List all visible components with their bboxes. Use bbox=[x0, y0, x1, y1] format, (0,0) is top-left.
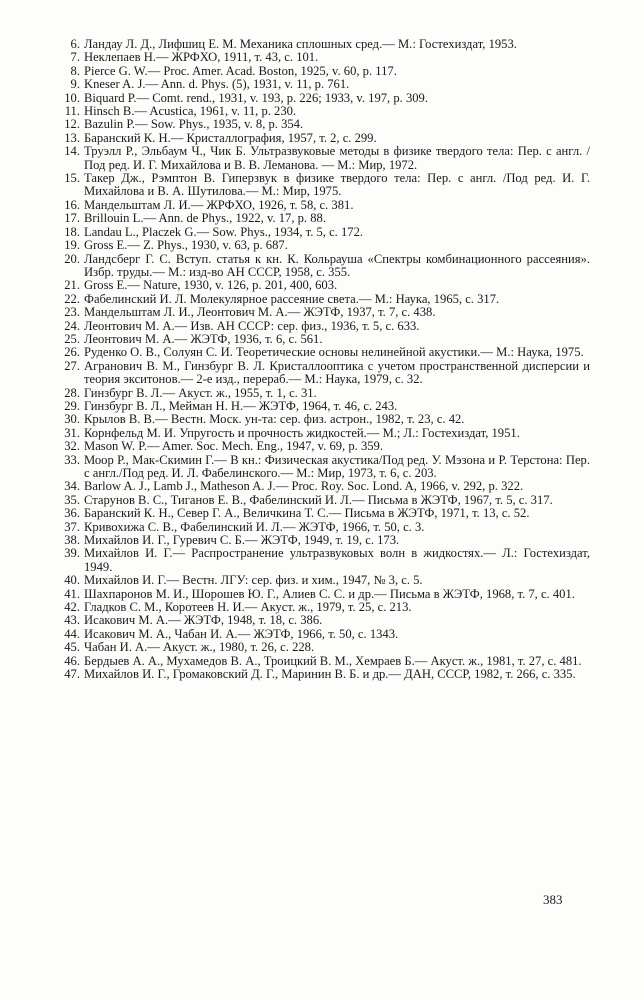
reference-item bbox=[60, 51, 590, 64]
reference-number: 21. bbox=[64, 278, 80, 293]
reference-number: 11. bbox=[64, 104, 80, 119]
reference-number: 39. bbox=[64, 546, 80, 561]
reference-item bbox=[60, 306, 590, 319]
reference-text: Леонтович М. А.— Изв. АН СССР: сер. физ., 1936, т. 5, с. 633. bbox=[84, 318, 420, 333]
reference-text: Ландау Л. Д., Лифшиц Е. М. Механика сплошных сред.— М.: Гостехиздат, 1953. bbox=[84, 37, 517, 51]
reference-text: Hinsch B.— Acustica, 1961, v. 11, p. 230. bbox=[84, 104, 297, 119]
reference-item bbox=[60, 480, 590, 493]
reference-number: 23. bbox=[64, 305, 80, 320]
reference-number: 32. bbox=[64, 439, 80, 454]
reference-text: Моор Р., Мак-Скимин Г.— В кн.: Физическая акустика/Под ред. У. Мэзона и Р. Терстона: Пер. с англ./Под ред. И. Л. Фабелинского.— М.: Мир, 1973, т. 6, с. 203. bbox=[84, 452, 590, 480]
reference-item bbox=[60, 199, 590, 212]
reference-item bbox=[60, 118, 590, 131]
reference-number: 27. bbox=[64, 358, 80, 373]
reference-number: 26. bbox=[64, 345, 80, 360]
reference-item bbox=[60, 521, 590, 534]
reference-text: Гинзбург В. Л.— Акуст. ж., 1955, т. 1, с. 31. bbox=[84, 385, 317, 400]
reference-item bbox=[60, 105, 590, 118]
reference-number: 28. bbox=[64, 385, 80, 400]
reference-text: Крылов В. В.— Вестн. Моск. ун-та: сер. физ. астрон., 1982, т. 23, с. 42. bbox=[84, 412, 465, 427]
reference-text: Шахпаронов М. И., Шорошев Ю. Г., Алиев С. С. и др.— Письма в ЖЭТФ, 1968, т. 7, с. 401. bbox=[84, 586, 575, 601]
reference-number: 43. bbox=[64, 613, 80, 628]
reference-number: 16. bbox=[64, 197, 80, 212]
reference-text: Mason W. P.— Amer. Soc. Mech. Eng., 1947, v. 69, p. 359. bbox=[84, 439, 383, 454]
reference-number: 41. bbox=[64, 586, 80, 601]
reference-item bbox=[60, 226, 590, 239]
reference-text: Исакович М. А., Чабан И. А.— ЖЭТФ, 1966, т. 50, с. 1343. bbox=[84, 626, 399, 641]
reference-number: 7. bbox=[70, 50, 80, 65]
reference-item bbox=[60, 494, 590, 507]
reference-number: 19. bbox=[64, 238, 80, 253]
reference-item bbox=[60, 628, 590, 641]
reference-text: Фабелинский И. Л. Молекулярное рассеяние света.— М.: Наука, 1965, с. 317. bbox=[84, 291, 500, 306]
reference-number: 31. bbox=[64, 425, 80, 440]
reference-item bbox=[60, 400, 590, 413]
reference-text: Агранович В. М., Гинзбург В. Л. Кристаллооптика с учетом пространственной дисперсии и теория экситонов.— 2-е изд., перераб.— М.: Наука, 1979, с. 32. bbox=[84, 358, 590, 387]
reference-number: 46. bbox=[64, 653, 80, 668]
reference-item bbox=[60, 641, 590, 654]
reference-text: Михайлов И. Г.— Вестн. ЛГУ: сер. физ. и хим., 1947, № 3, с. 5. bbox=[84, 573, 423, 588]
reference-text: Чабан И. А.— Акуст. ж., 1980, т. 26, с. 228. bbox=[84, 640, 315, 655]
reference-list bbox=[60, 38, 590, 682]
reference-number: 37. bbox=[64, 519, 80, 534]
reference-text: Труэлл Р., Эльбаум Ч., Чик Б. Ультразвуковые методы в физике твердого тела: Пер. с англ. /Под ред. И. Г. Михайлова и В. В. Леманова. — М.: Мир, 1972. bbox=[84, 144, 590, 172]
reference-number: 13. bbox=[64, 130, 80, 145]
reference-number: 24. bbox=[64, 318, 80, 333]
reference-item bbox=[60, 534, 590, 547]
reference-text: Brillouin L.— Ann. de Phys., 1922, v. 17, p. 88. bbox=[84, 211, 326, 226]
reference-number: 17. bbox=[64, 211, 80, 226]
page-number: 383 bbox=[543, 892, 563, 907]
reference-item bbox=[60, 655, 590, 668]
reference-item bbox=[60, 293, 590, 306]
reference-item bbox=[60, 440, 590, 453]
reference-text: Landau L., Placzek G.— Sow. Phys., 1934, т. 5, с. 172. bbox=[84, 224, 364, 239]
reference-item bbox=[60, 413, 590, 426]
reference-item bbox=[60, 588, 590, 601]
reference-item bbox=[60, 212, 590, 225]
reference-number: 9. bbox=[70, 77, 80, 92]
reference-number: 42. bbox=[64, 600, 80, 615]
reference-number: 35. bbox=[64, 492, 80, 507]
reference-text: Pierce G. W.— Proc. Amer. Acad. Boston, 1925, v. 60, p. 117. bbox=[84, 63, 397, 78]
reference-item bbox=[60, 78, 590, 91]
reference-text: Бердыев А. А., Мухамедов В. А., Троицкий В. М., Хемраев Б.— Акуст. ж., 1981, т. 27, с. 481. bbox=[84, 653, 582, 668]
reference-item bbox=[60, 239, 590, 252]
reference-text: Неклепаев Н.— ЖРФХО, 1911, т. 43, с. 101. bbox=[84, 50, 319, 65]
reference-item bbox=[60, 65, 590, 78]
reference-number: 47. bbox=[64, 667, 80, 682]
reference-number: 40. bbox=[64, 573, 80, 588]
reference-number: 8. bbox=[70, 63, 80, 78]
reference-text: Баранский К. Н.— Кристаллография, 1957, т. 2, с. 299. bbox=[84, 130, 377, 145]
reference-text: Корнфельд М. И. Упругость и прочность жидкостей.— М.; Л.: Гостехиздат, 1951. bbox=[84, 425, 520, 440]
reference-item bbox=[60, 614, 590, 627]
reference-item bbox=[60, 360, 590, 387]
reference-item bbox=[60, 92, 590, 105]
reference-text: Biquard P.— Comt. rend., 1931, v. 193, p. 226; 1933, v. 197, p. 309. bbox=[84, 90, 428, 105]
reference-item bbox=[60, 145, 590, 172]
reference-text: Gross E.— Nature, 1930, v. 126, p. 201, 400, 603. bbox=[84, 278, 338, 293]
reference-text: Гладков С. М., Коротеев Н. И.— Акуст. ж., 1979, т. 25, с. 213. bbox=[84, 600, 412, 615]
reference-item bbox=[60, 38, 590, 51]
reference-number: 6. bbox=[70, 37, 80, 51]
reference-text: Barlow A. J., Lamb J., Matheson A. J.— Proc. Roy. Soc. Lond. A, 1966, v. 292, p. 322. bbox=[84, 479, 524, 494]
reference-number: 20. bbox=[64, 251, 80, 266]
reference-item bbox=[60, 601, 590, 614]
reference-number: 15. bbox=[64, 171, 80, 186]
reference-number: 10. bbox=[64, 90, 80, 105]
reference-item bbox=[60, 253, 590, 280]
reference-text: Ландсберг Г. С. Вступ. статья к кн. К. Кольрауша «Спектры комбинационного рассеяния». Избр. труды.— М.: изд-во АН СССР, 1958, с. 355. bbox=[84, 251, 590, 279]
reference-text: Руденко О. В., Солуян С. И. Теоретические основы нелинейной акустики.— М.: Наука, 1975. bbox=[84, 345, 584, 360]
reference-number: 30. bbox=[64, 412, 80, 427]
reference-number: 14. bbox=[64, 144, 80, 159]
reference-text: Старунов В. С., Тиганов Е. В., Фабелинский И. Л.— Письма в ЖЭТФ, 1967, т. 5, с. 317. bbox=[84, 492, 553, 507]
reference-item bbox=[60, 574, 590, 587]
reference-item bbox=[60, 333, 590, 346]
reference-text: Kneser A. J.— Ann. d. Phys. (5), 1931, v. 11, p. 761. bbox=[84, 77, 350, 92]
reference-text: Баранский К. Н., Север Г. А., Величкина Т. С.— Письма в ЖЭТФ, 1971, т. 13, с. 52. bbox=[84, 506, 530, 521]
reference-number: 12. bbox=[64, 117, 80, 132]
reference-number: 34. bbox=[64, 479, 80, 494]
reference-text: Михайлов И. Г., Гуревич С. Б.— ЖЭТФ, 1949, т. 19, с. 173. bbox=[84, 533, 400, 548]
reference-text: Михайлов И. Г.— Распространение ультразвуковых волн в жидкостях.— Л.: Гостехиздат, 1949. bbox=[84, 546, 590, 574]
reference-number: 38. bbox=[64, 533, 80, 548]
reference-item bbox=[60, 507, 590, 520]
reference-text: Такер Дж., Рэмптон В. Гиперзвук в физике твердого тела: Пер. с англ. /Под ред. И. Г. Михайлова и В. А. Шутилова.— М.: Мир, 1975. bbox=[84, 171, 590, 199]
reference-number: 36. bbox=[64, 506, 80, 521]
reference-item bbox=[60, 454, 590, 481]
reference-item bbox=[60, 346, 590, 359]
reference-number: 18. bbox=[64, 224, 80, 239]
reference-item bbox=[60, 320, 590, 333]
reference-text: Мандельштам Л. И.— ЖРФХО, 1926, т. 58, с. 381. bbox=[84, 197, 354, 212]
reference-text: Исакович М. А.— ЖЭТФ, 1948, т. 18, с. 386. bbox=[84, 613, 323, 628]
reference-number: 25. bbox=[64, 331, 80, 346]
reference-item bbox=[60, 279, 590, 292]
reference-item bbox=[60, 427, 590, 440]
reference-number: 22. bbox=[64, 291, 80, 306]
reference-item bbox=[60, 132, 590, 145]
reference-text: Gross E.— Z. Phys., 1930, v. 63, p. 687. bbox=[84, 238, 288, 253]
reference-item bbox=[60, 387, 590, 400]
reference-number: 29. bbox=[64, 398, 80, 413]
reference-item bbox=[60, 668, 590, 681]
reference-text: Гинзбург В. Л., Мейман Н. Н.— ЖЭТФ, 1964, т. 46, с. 243. bbox=[84, 398, 398, 413]
reference-number: 44. bbox=[64, 626, 80, 641]
reference-number: 45. bbox=[64, 640, 80, 655]
reference-number: 33. bbox=[64, 452, 80, 467]
reference-text: Михайлов И. Г., Громаковский Д. Г., Маринин В. Б. и др.— ДАН, СССР, 1982, т. 266, с. 335. bbox=[84, 667, 576, 682]
reference-text: Bazulin P.— Sow. Phys., 1935, v. 8, p. 354. bbox=[84, 117, 304, 132]
reference-text: Кривохижа С. В., Фабелинский И. Л.— ЖЭТФ, 1966, т. 50, с. 3. bbox=[84, 519, 425, 534]
reference-text: Леонтович М. А.— ЖЭТФ, 1936, т. 6, с. 561. bbox=[84, 331, 323, 346]
reference-item bbox=[60, 547, 590, 574]
reference-item bbox=[60, 172, 590, 199]
reference-text: Мандельштам Л. И., Леонтович М. А.— ЖЭТФ, 1937, т. 7, с. 438. bbox=[84, 305, 436, 320]
